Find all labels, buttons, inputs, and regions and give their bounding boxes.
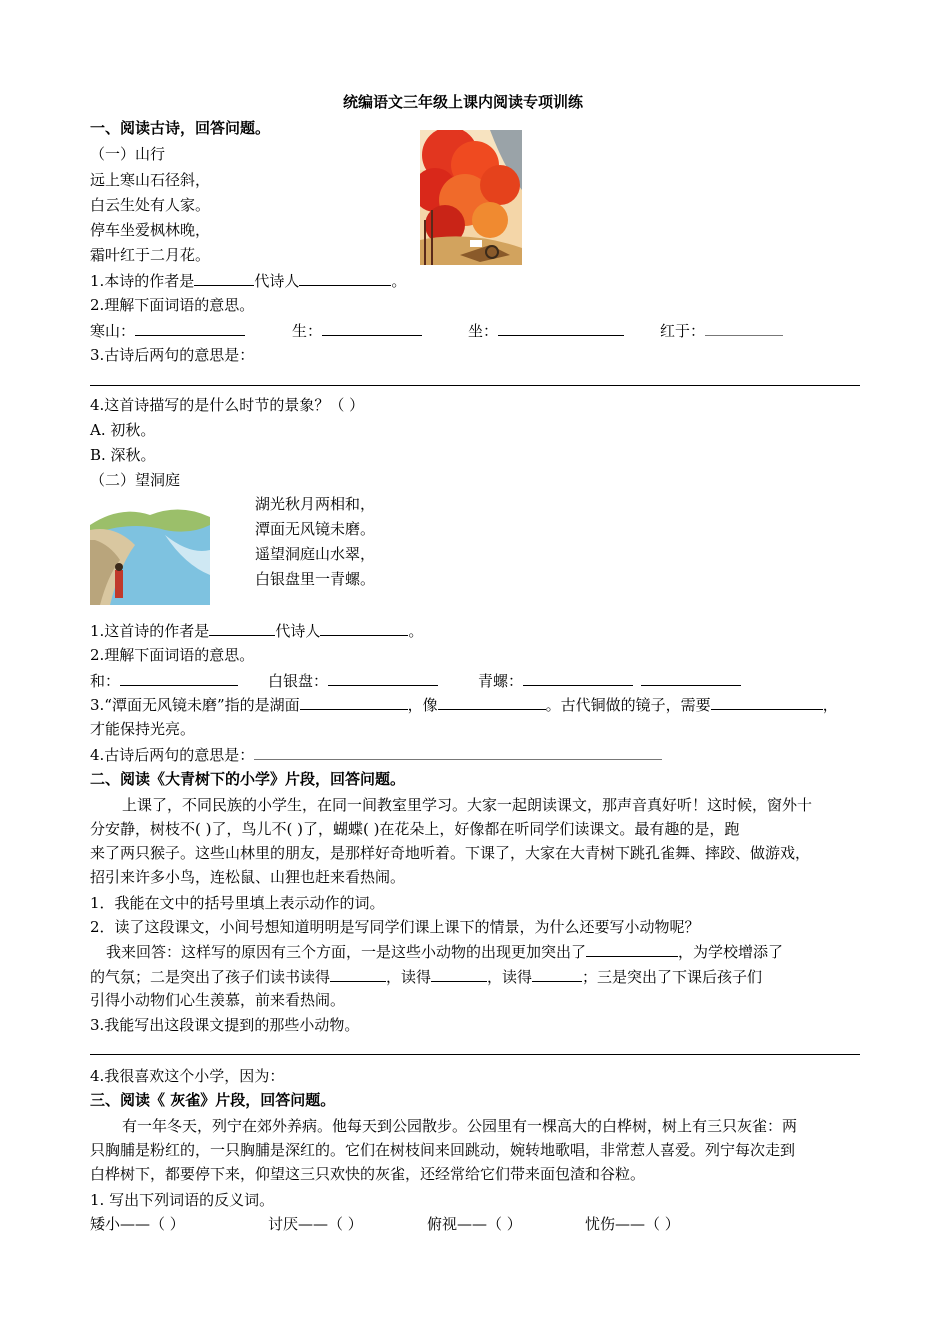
section-3-question-1: 1. 写出下列词语的反义词。 <box>90 1191 275 1209</box>
answer-text: 我来回答：这样写的原因有三个方面，一是这些小动物的出现更加突出了 <box>106 943 587 961</box>
poem-1-line: 霜叶红于二月花。 <box>90 246 211 264</box>
blank-he[interactable] <box>120 670 238 686</box>
word-label: 红于： <box>660 322 706 340</box>
blank-hongyu[interactable] <box>705 320 783 336</box>
blank-poet-2[interactable] <box>320 620 408 636</box>
q-text: 。 <box>408 622 424 640</box>
blank-zuo[interactable] <box>498 320 624 336</box>
poem-2-line: 白银盘里一青螺。 <box>255 570 376 588</box>
q-text: ，像 <box>407 696 438 714</box>
poem-2-question-4 <box>90 744 662 765</box>
word-label: 生： <box>292 322 323 340</box>
poem-1-line: 远上寒山石径斜， <box>90 171 211 189</box>
word-qingluo <box>478 670 741 691</box>
antonym-item[interactable]: 讨厌——（ ） <box>268 1215 363 1233</box>
blank-qingluo[interactable] <box>523 670 633 686</box>
section-2-question-4: 4.我很喜欢这个小学，因为： <box>90 1067 285 1085</box>
passage-line: 有一年冬天，列宁在郊外养病。他每天到公园散步。公园里有一棵高大的白桦树，树上有三只灰雀：两 <box>122 1117 798 1135</box>
dongting-lake-illustration <box>90 495 210 605</box>
q-text: 。古代铜做的镜子，需要 <box>545 696 711 714</box>
antonym-item[interactable]: 俯视——（ ） <box>427 1215 522 1233</box>
passage-line: 白桦树下，都要停下来，仰望这三只欢快的灰雀，还经常给它们带来面包渣和谷粒。 <box>90 1165 646 1183</box>
answer-text: ；三是突出了下课后孩子们 <box>582 968 763 986</box>
section-2-question-1: 1．我能在文中的括号里填上表示动作的词。 <box>90 894 385 912</box>
section-2-question-3: 3.我能写出这段课文提到的那些小动物。 <box>90 1016 360 1034</box>
q-text: 代诗人 <box>275 622 321 640</box>
q-text: 代诗人 <box>254 272 300 290</box>
blank-lake-surface[interactable] <box>300 694 408 710</box>
q-text: 1.本诗的作者是 <box>90 272 195 290</box>
passage-line: 招引来许多小鸟，连松鼠、山狸也赶来看热闹。 <box>90 868 406 886</box>
answer-text: 的气氛；二是突出了孩子们读书读得 <box>90 968 331 986</box>
section-2-passage <box>90 793 862 889</box>
poem-2-line: 遥望洞庭山水翠， <box>255 545 376 563</box>
passage-line: 只胸脯是粉红的，一只胸脯是深红的。它们在树枝间来回跳动，婉转地歌唱，非常惹人喜爱。列宁每次走到 <box>90 1141 796 1159</box>
section-2-answer-line-3: 引得小动物们心生羡慕，前来看热闹。 <box>90 991 346 1009</box>
word-label: 青螺： <box>478 672 524 690</box>
poem-2-question-3-cont: 才能保持光亮。 <box>90 720 196 738</box>
section-2-heading: 二、阅读《大青树下的小学》片段，回答问题。 <box>90 770 406 788</box>
q-text: 3.“潭面无风镜未磨”指的是湖面 <box>90 696 300 714</box>
blank-hanshan[interactable] <box>135 320 245 336</box>
question-1-2: 2.理解下面词语的意思。 <box>90 296 255 314</box>
blank-dynasty-2[interactable] <box>209 620 275 636</box>
blank-qingluo-2[interactable] <box>641 670 741 686</box>
blank-need[interactable] <box>711 694 823 710</box>
maple-forest-illustration <box>420 130 522 265</box>
antonym-item[interactable]: 忧伤——（ ） <box>585 1215 680 1233</box>
poem-2-question-3 <box>90 694 838 715</box>
word-sheng <box>292 320 422 341</box>
poem-2-question-1 <box>90 620 423 641</box>
blank-baiyinpan[interactable] <box>328 670 438 686</box>
answer-line[interactable] <box>90 1054 860 1055</box>
word-hongyu <box>660 320 783 341</box>
option-b[interactable]: B. 深秋。 <box>90 446 156 464</box>
poem-1-line: 停车坐爱枫林晚， <box>90 221 211 239</box>
question-1-3: 3.古诗后两句的意思是： <box>90 346 255 364</box>
q-text: 。 <box>391 272 407 290</box>
poem-2-title: （二）望洞庭 <box>90 471 181 489</box>
section-2-question-2: 2．读了这段课文，小间号想知道明明是写同学们课上课下的情景，为什么还要写小动物呢？ <box>90 918 700 936</box>
blank-read-2[interactable] <box>431 966 487 982</box>
section-3-heading: 三、阅读《 灰雀》片段，回答问题。 <box>90 1091 336 1109</box>
blank-sheng[interactable] <box>322 320 422 336</box>
blank-read-3[interactable] <box>532 966 582 982</box>
q-text: 1.这首诗的作者是 <box>90 622 210 640</box>
word-hanshan <box>90 320 245 341</box>
poem-1-line: 白云生处有人家。 <box>90 196 211 214</box>
answer-line[interactable] <box>90 385 860 386</box>
q-text: 4.古诗后两句的意思是： <box>90 746 255 764</box>
word-label: 寒山： <box>90 322 136 340</box>
blank-poet[interactable] <box>299 270 391 286</box>
section-2-answer-line-2 <box>90 966 762 987</box>
passage-line: 分安静，树枝不( )了，鸟儿不( )了，蝴蝶( )在花朵上，好像都在听同学们读课文。最有趣的是，跑 <box>90 820 740 838</box>
word-label: 坐： <box>468 322 499 340</box>
poem-2-question-2: 2.理解下面词语的意思。 <box>90 646 255 664</box>
blank-like[interactable] <box>438 694 546 710</box>
passage-line: 来了两只猴子。这些山林里的朋友，是那样好奇地听着。下课了，大家在大青树下跳孔雀舞、摔跤、做游戏， <box>90 844 811 862</box>
word-he <box>90 670 238 691</box>
answer-text: ，为学校增添了 <box>678 943 784 961</box>
q-text: ， <box>822 696 838 714</box>
blank-atmosphere[interactable] <box>586 941 678 957</box>
blank-dynasty[interactable] <box>194 270 254 286</box>
answer-text: ，读得 <box>386 968 432 986</box>
word-label: 和： <box>90 672 121 690</box>
page-title: 统编语文三年级上课内阅读专项训练 <box>343 93 584 111</box>
poem-2-line: 潭面无风镜未磨。 <box>255 520 376 538</box>
word-label: 白银盘： <box>268 672 329 690</box>
word-baiyinpan <box>268 670 438 691</box>
blank-meaning[interactable] <box>254 744 662 760</box>
section-2-answer-line-1 <box>106 941 783 962</box>
section-1-heading: 一、阅读古诗，回答问题。 <box>90 119 271 137</box>
poem-1-title: （一）山行 <box>90 145 166 163</box>
passage-line: 上课了，不同民族的小学生，在同一间教室里学习。大家一起朗读课文，那声音真好听！这时候，窗外十 <box>122 796 813 814</box>
poem-2-line: 湖光秋月两相和， <box>255 495 376 513</box>
section-3-passage <box>90 1114 862 1186</box>
question-1-4: 4.这首诗描写的是什么时节的景象？（ ） <box>90 396 365 414</box>
word-zuo <box>468 320 624 341</box>
question-1-1 <box>90 270 406 291</box>
antonym-item[interactable]: 矮小——（ ） <box>90 1215 185 1233</box>
option-a[interactable]: A. 初秋。 <box>90 421 156 439</box>
answer-text: ，读得 <box>487 968 533 986</box>
blank-read-1[interactable] <box>330 966 386 982</box>
